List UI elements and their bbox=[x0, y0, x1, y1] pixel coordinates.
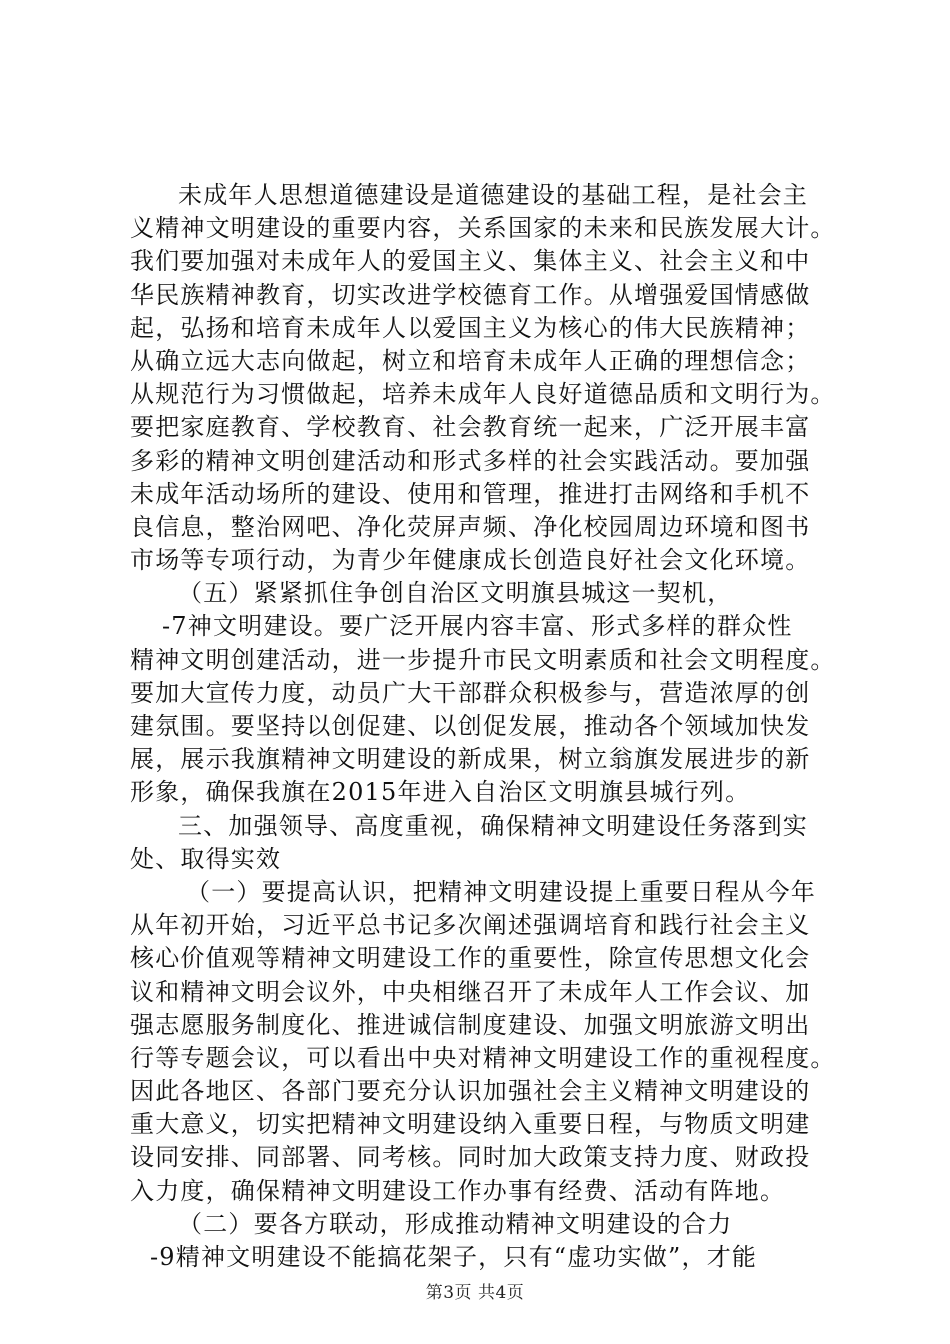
section-heading-line: （二）要各方联动，形成推动精神文明建设的合力 bbox=[178, 1209, 733, 1238]
text-line: 强志愿服务制度化、推进诚信制度建设、加强文明旅游文明出 bbox=[130, 1010, 811, 1039]
text-line: 要加大宣传力度，动员广大干部群众积极参与，营造浓厚的创 bbox=[130, 678, 811, 707]
text-line: 从规范行为习惯做起，培养未成年人良好道德品质和文明行为。 bbox=[130, 380, 836, 409]
text-line: 要把家庭教育、学校教育、社会教育统一起来，广泛开展丰富 bbox=[130, 413, 811, 442]
section-heading-line: （五）紧紧抓住争创自治区文明旗县城这一契机， bbox=[178, 579, 733, 608]
section-heading-line: （一）要提高认识，把精神文明建设提上重要日程从今年 bbox=[186, 877, 816, 906]
text-line: 未成年人思想道德建设是道德建设的基础工程，是社会主 bbox=[178, 181, 808, 209]
text-line: 行等专题会议，可以看出中央对精神文明建设工作的重视程度。 bbox=[130, 1043, 836, 1072]
text-line: 重大意义，切实把精神文明建设纳入重要日程，与物质文明建 bbox=[130, 1110, 811, 1139]
text-line: 义精神文明建设的重要内容，关系国家的未来和民族发展大计。 bbox=[130, 214, 836, 243]
text-line: 议和精神文明会议外，中央相继召开了未成年人工作会议、加 bbox=[130, 977, 811, 1006]
text-line: -9精神文明建设不能搞花架子，只有“虚功实做”，才能 bbox=[150, 1243, 758, 1271]
text-line: -7神文明建设。要广泛开展内容丰富、形式多样的群众性 bbox=[162, 612, 793, 641]
text-line: 华民族精神教育，切实改进学校德育工作。从增强爱国情感做 bbox=[130, 280, 811, 309]
text-line: 从年初开始，习近平总书记多次阐述强调培育和践行社会主义 bbox=[130, 911, 811, 940]
text-line: 市场等专项行动，为青少年健康成长创造良好社会文化环境。 bbox=[130, 546, 811, 575]
text-line: 核心价值观等精神文明建设工作的重要性，除宣传思想文化会 bbox=[130, 944, 811, 973]
text-line: 建氛围。要坚持以创促建、以创促发展，推动各个领域加快发 bbox=[130, 712, 811, 740]
text-line: 我们要加强对未成年人的爱国主义、集体主义、社会主义和中 bbox=[130, 247, 811, 276]
text-line: 设同安排、同部署、同考核。同时加大政策支持力度、财政投 bbox=[130, 1143, 811, 1172]
document-body bbox=[130, 179, 850, 1274]
section-heading-line: 处、取得实效 bbox=[130, 844, 282, 873]
text-line: 起，弘扬和培育未成年人以爱国主义为核心的伟大民族精神； bbox=[130, 313, 811, 342]
text-line: 入力度，确保精神文明建设工作办事有经费、活动有阵地。 bbox=[130, 1176, 786, 1205]
page-number-footer: 第3页 共4页 bbox=[425, 1283, 525, 1303]
text-line: 形象，确保我旗在2015年进入自治区文明旗县城行列。 bbox=[130, 778, 751, 807]
text-line: 因此各地区、各部门要充分认识加强社会主义精神文明建设的 bbox=[130, 1077, 811, 1106]
text-line: 多彩的精神文明创建活动和形式多样的社会实践活动。要加强 bbox=[130, 446, 811, 475]
text-line: 精神文明创建活动，进一步提升市民文明素质和社会文明程度。 bbox=[130, 645, 836, 674]
text-line: 从确立远大志向做起，树立和培育未成年人正确的理想信念； bbox=[130, 346, 811, 375]
section-heading-line: 三、加强领导、高度重视，确保精神文明建设任务落到实 bbox=[178, 811, 808, 840]
text-line: 未成年活动场所的建设、使用和管理，推进打击网络和手机不 bbox=[130, 479, 811, 508]
text-line: 良信息，整治网吧、净化荧屏声频、净化校园周边环境和图书 bbox=[130, 512, 811, 541]
text-line: 展，展示我旗精神文明建设的新成果，树立翁旗发展进步的新 bbox=[130, 745, 811, 774]
